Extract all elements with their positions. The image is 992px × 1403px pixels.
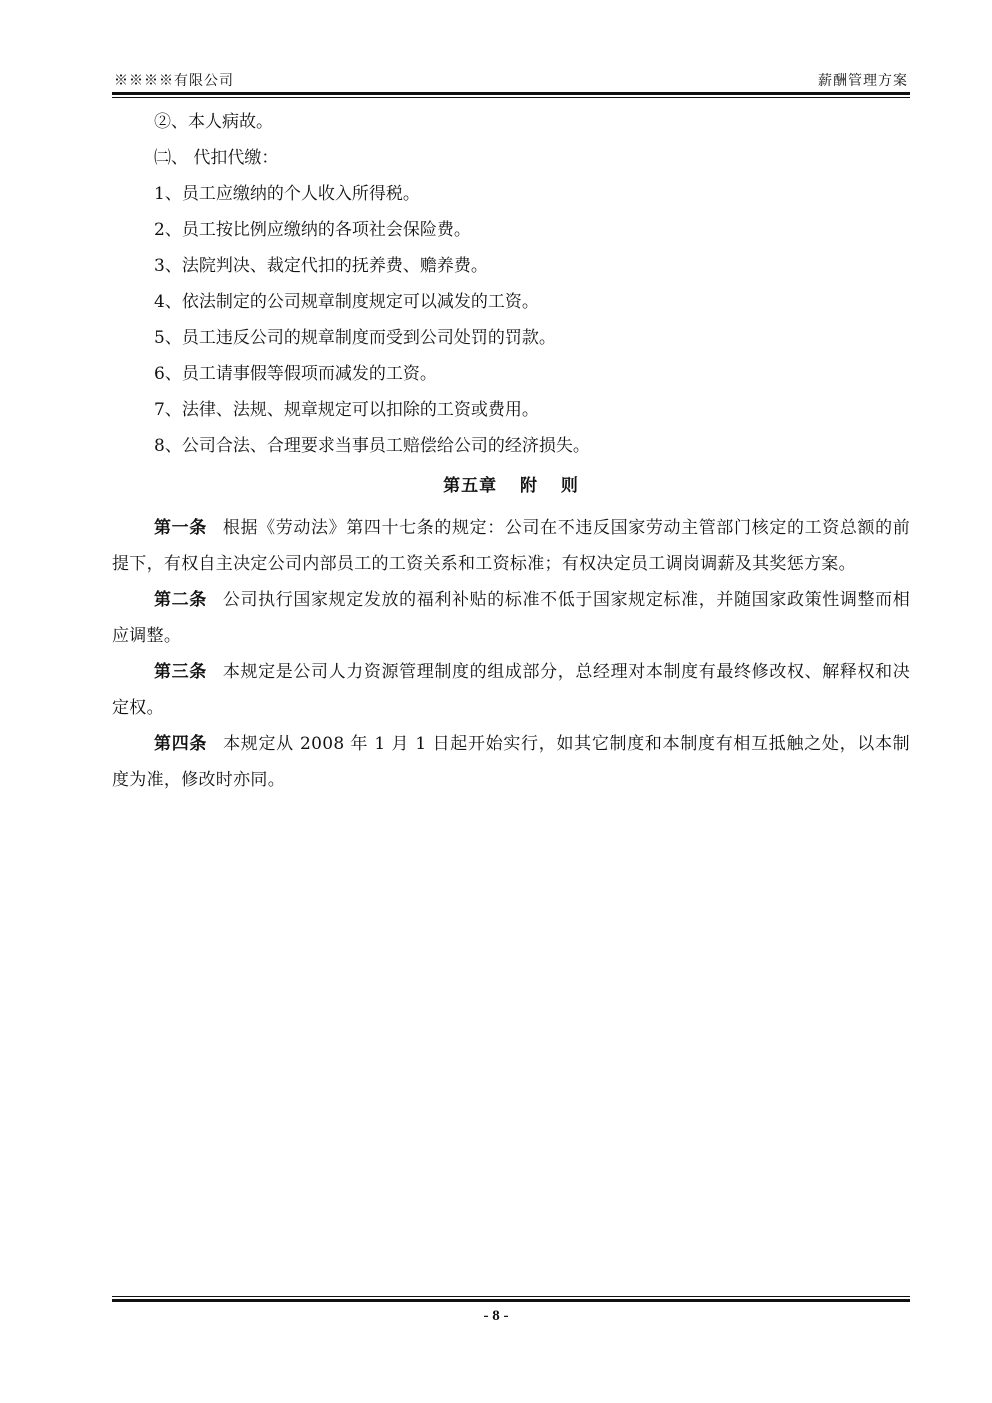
page-number: - 8 - [483, 1308, 509, 1324]
document-title: 薪酬管理方案 [818, 73, 908, 89]
article-4 [112, 726, 910, 798]
page-header [112, 66, 910, 90]
article-text: 根据《劳动法》第四十七条的规定：公司在不违反国家劳动主管部门核定的工资总额的前提下，有权自主决定公司内部员工的工资关系和工资标准；有权决定员工调岗调薪及其奖惩方案。 [112, 518, 910, 574]
list-item: ㈡、 代扣代缴： [154, 148, 279, 168]
article-2 [112, 582, 910, 654]
chapter-number: 第五章 [443, 476, 498, 496]
chapter-heading [112, 468, 910, 504]
list-item: 1、员工应缴纳的个人收入所得税。 [154, 184, 420, 204]
list-item: 8、公司合法、合理要求当事员工赔偿给公司的经济损失。 [154, 436, 590, 456]
chapter-title-char: 则 [560, 476, 579, 496]
article-text: 公司执行国家规定发放的福利补贴的标准不低于国家规定标准，并随国家政策性调整而相应调整。 [112, 590, 910, 646]
list-item: 2、员工按比例应缴纳的各项社会保险费。 [154, 220, 471, 240]
list-item: 7、法律、法规、规章规定可以扣除的工资或费用。 [154, 400, 539, 420]
article-3 [112, 654, 910, 726]
list-item: 5、员工违反公司的规章制度而受到公司处罚的罚款。 [154, 328, 556, 348]
company-name: ※※※※有限公司 [114, 73, 234, 89]
page-body [112, 104, 910, 798]
list-item: 6、员工请事假等假项而减发的工资。 [154, 364, 437, 384]
footer-rule-thin [112, 1296, 910, 1297]
list-item: 3、法院判决、裁定代扣的抚养费、赡养费。 [154, 256, 488, 276]
article-heading: 第四条 [154, 734, 208, 754]
list-item: 4、依法制定的公司规章制度规定可以减发的工资。 [154, 292, 539, 312]
article-text: 本规定是公司人力资源管理制度的组成部分，总经理对本制度有最终修改权、解释权和决定权。 [112, 662, 910, 718]
footer-rule-thick [112, 1299, 910, 1302]
header-rule-thin [112, 97, 910, 98]
header-rule-thick [112, 92, 910, 95]
chapter-title-char: 附 [520, 476, 538, 496]
article-1 [112, 510, 910, 582]
article-heading: 第二条 [154, 590, 207, 610]
article-text: 本规定从 2008 年 1 月 1 日起开始实行，如其它制度和本制度有相互抵触之处，以本制度为准，修改时亦同。 [112, 734, 910, 790]
article-heading: 第一条 [154, 518, 207, 538]
list-item: ②、本人病故。 [154, 112, 273, 132]
article-heading: 第三条 [154, 662, 207, 682]
